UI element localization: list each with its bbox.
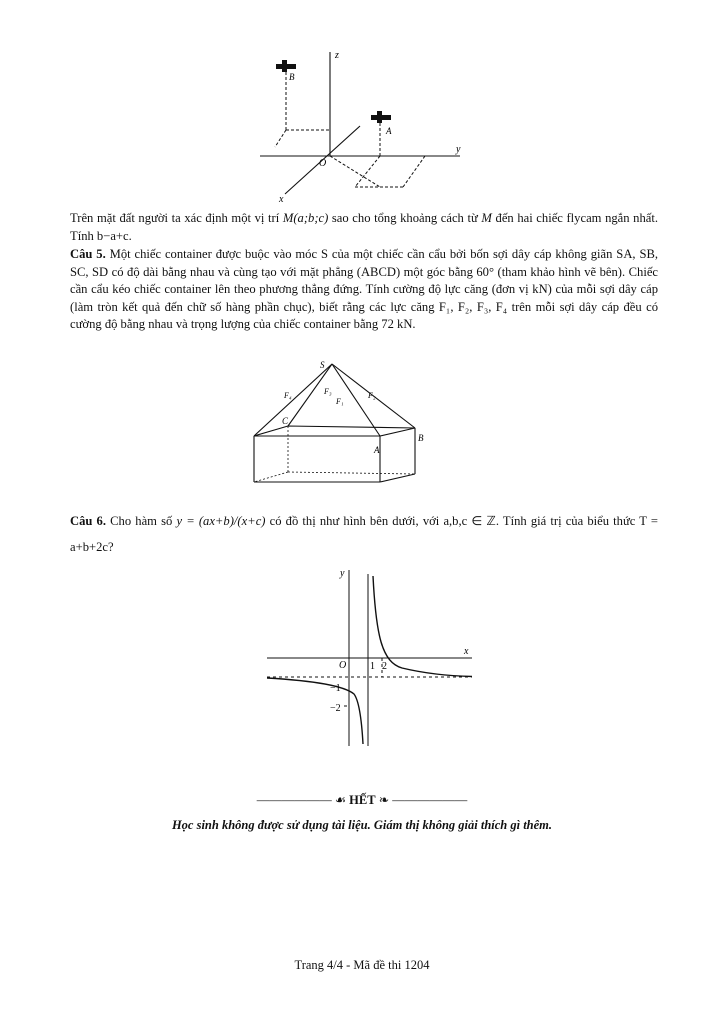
q4-text-3: đến hai chiếc flycam ngắn nhất. Tính b−a+c. — [70, 211, 658, 243]
graph-label-origin: O — [339, 660, 347, 671]
graph-tick-minus2: −2 — [330, 703, 341, 714]
end-marker: —————— ☙ HẾT ❧ —————— — [256, 793, 468, 807]
graph-tick-minus1: −1 — [330, 683, 341, 694]
graph-label-y: y — [340, 568, 345, 579]
figure-flycam-3d — [255, 44, 480, 204]
label-f3: F₃ — [324, 387, 332, 396]
graph-tick-2: 2 — [382, 661, 387, 672]
q6-text-2: có đồ thị như hình bên dưới, với a,b,c ∈ ℤ. Tính giá trị của biểu thức T = a+b+2c? — [70, 514, 659, 554]
label-point-b: B — [289, 72, 295, 82]
figure-hyperbola-graph — [262, 566, 477, 748]
label-s: S — [320, 360, 325, 370]
label-z: z — [335, 50, 339, 61]
q6-text-1: Cho hàm số — [106, 514, 177, 528]
q4-point-m: M(a;b;c) — [282, 211, 329, 225]
q5-text: Một chiếc container được buộc vào móc S của một chiếc cần cẩu bởi bốn sợi dây cáp không giãn SA, SB, SC, SD có độ dài bằng nhau và cùng tạo với mặt phẳng (ABCD) một góc bằng 60° (tham khảo hình vẽ bên). Chiếc cần cẩu kéo chiếc container lên theo phương thẳng đứng. Tính cường độ lực căng (đơn vị kN) của mỗi sợi dây cáp (làm tròn kết quả đến chữ số hàng phần chục), biết rằng các lực căng F₁, F₂, F₃, F₄ trên mỗi sợi dây cáp đều có cường độ bằng nhau và trọng lượng của chiếc container bằng 72 kN. — [70, 247, 658, 331]
question-6 — [70, 508, 658, 560]
q4-text-1: Trên mặt đất người ta xác định một vị trí — [70, 211, 283, 225]
end-text: HẾT — [349, 793, 376, 807]
label-origin: O — [319, 158, 327, 169]
label-c: C — [282, 416, 289, 426]
label-f4: F₄ — [284, 391, 292, 400]
q4-point-m2: M — [481, 211, 492, 225]
q6-formula: y = (ax+b)/(x+c) — [176, 514, 266, 528]
q4-text-2: sao cho tổng khoảng cách từ — [328, 211, 482, 225]
label-f2: F₂ — [368, 391, 376, 400]
figure-container — [240, 356, 440, 486]
q5-label: Câu 5. — [70, 247, 106, 261]
label-point-a: A — [386, 126, 392, 136]
label-x: x — [279, 194, 284, 204]
exam-note: Học sinh không được sử dụng tài liệu. Giám thị không giải thích gì thêm. — [171, 818, 553, 832]
question-5 — [70, 246, 658, 334]
graph-label-x: x — [464, 646, 469, 657]
q6-label: Câu 6. — [70, 514, 106, 528]
label-f1: F₁ — [336, 397, 344, 406]
question-4-tail — [70, 210, 658, 245]
label-b: B — [418, 433, 424, 443]
label-a: A — [374, 445, 380, 455]
label-y: y — [456, 144, 461, 155]
page-footer: Trang 4/4 - Mã đề thi 1204 — [294, 958, 430, 972]
graph-tick-1: 1 — [370, 661, 375, 672]
